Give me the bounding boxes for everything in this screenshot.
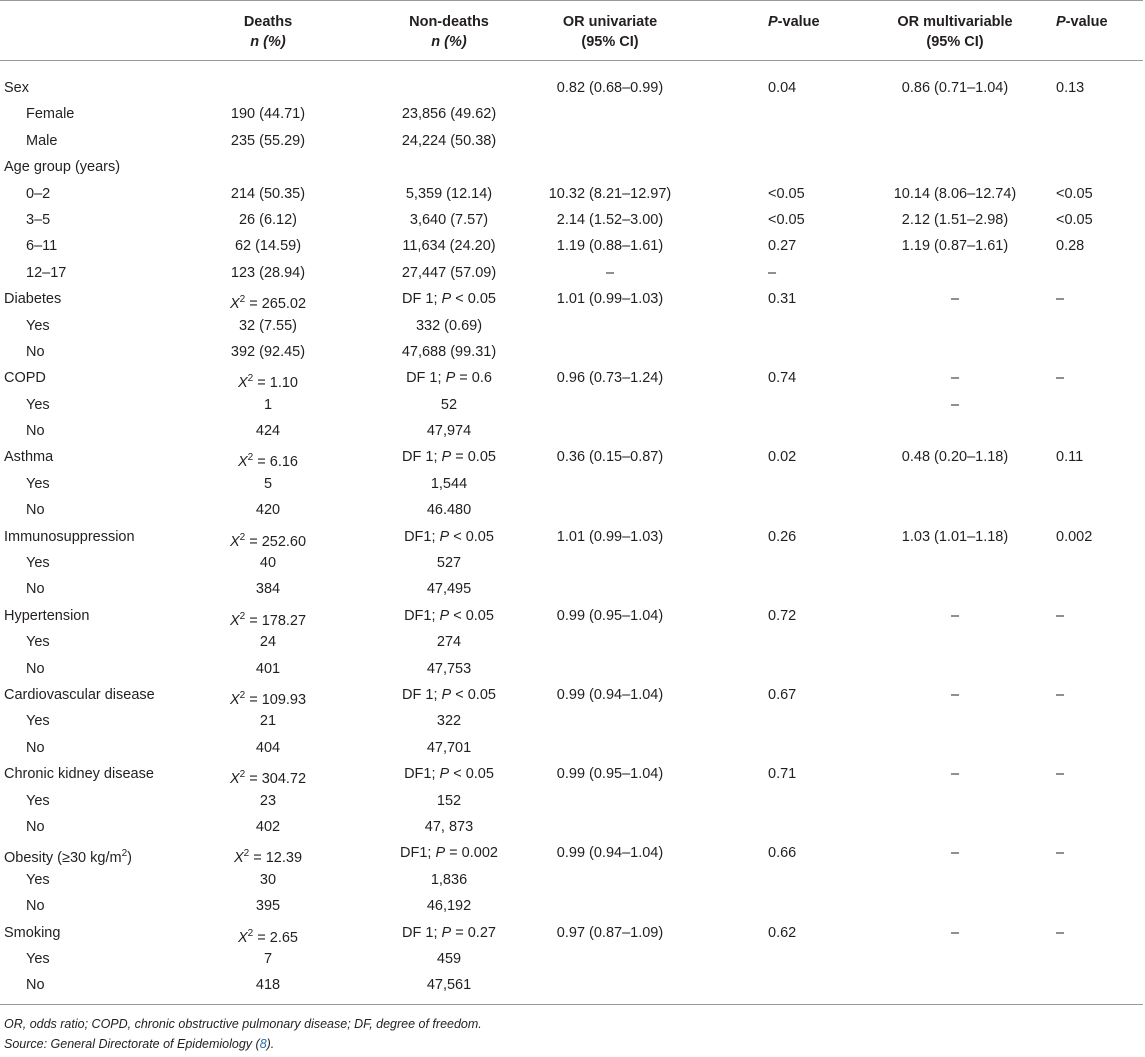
cell-nondeaths: 152	[436, 792, 462, 809]
cell-deaths: $X^2 = 252.60$	[229, 531, 307, 550]
cell-nondeaths: 459	[436, 950, 462, 967]
cell-p-value-multivariable: –	[1056, 291, 1065, 308]
cell-p-value-univariate: <0.05	[768, 185, 805, 202]
table-row	[0, 951, 1145, 977]
cell-deaths: 214 (50.35)	[230, 185, 306, 202]
cell-p-value-multivariable: –	[1056, 766, 1065, 783]
cell-or-univariate: 1.01 (0.99–1.03)	[556, 291, 664, 308]
table-row	[0, 212, 1145, 238]
cell-nondeaths: 527	[436, 555, 462, 572]
header-deaths	[168, 12, 368, 52]
table-row	[0, 133, 1145, 159]
cell-p-value-multivariable: –	[1056, 370, 1065, 387]
cell-or-univariate: 0.96 (0.73–1.24)	[556, 370, 664, 387]
cell-deaths: $X^2 = 12.39$	[233, 848, 303, 867]
cell-nondeaths: DF1; P = 0.002	[400, 845, 498, 862]
cell-p-value-multivariable: 0.28	[1056, 238, 1085, 255]
row-label: No	[26, 423, 45, 440]
cell-p-value-univariate: 0.66	[768, 845, 797, 862]
row-label: Chronic kidney disease	[4, 766, 154, 783]
row-label: No	[26, 977, 45, 994]
cell-deaths: 424	[255, 423, 281, 440]
table-row	[0, 608, 1145, 634]
row-label: No	[26, 502, 45, 519]
cell-or-univariate: 0.97 (0.87–1.09)	[556, 924, 664, 941]
cell-deaths: 401	[255, 660, 281, 677]
cell-p-value-multivariable: –	[1056, 686, 1065, 703]
cell-or-multivariable: –	[950, 766, 960, 783]
cell-p-value-multivariable: 0.11	[1056, 449, 1084, 466]
cell-nondeaths: 47,688 (99.31)	[401, 343, 497, 360]
cell-p-value-multivariable: –	[1056, 607, 1065, 624]
row-label: Diabetes	[4, 291, 62, 308]
cell-nondeaths: 3,640 (7.57)	[409, 211, 489, 228]
table-row	[0, 476, 1145, 502]
table-row	[0, 687, 1145, 713]
cell-nondeaths: DF 1; P = 0.27	[402, 924, 496, 941]
cell-deaths: $X^2 = 265.02$	[229, 294, 307, 312]
table-row	[0, 555, 1145, 581]
row-label: Yes	[26, 634, 50, 651]
header-bottom-rule	[0, 60, 1143, 61]
row-label: Male	[26, 132, 58, 149]
cell-nondeaths: 47,701	[426, 739, 472, 756]
cell-nondeaths: 52	[440, 396, 458, 413]
cell-p-value-univariate: 0.74	[768, 370, 797, 387]
table-row	[0, 872, 1145, 898]
cell-deaths: 418	[255, 977, 281, 994]
table-row	[0, 740, 1145, 766]
cell-or-univariate: 0.99 (0.94–1.04)	[556, 686, 664, 703]
cell-p-value-multivariable: 0.13	[1056, 80, 1085, 96]
cell-nondeaths: DF 1; P = 0.05	[402, 449, 496, 466]
table-row	[0, 423, 1145, 449]
cell-p-value-univariate: 0.71	[768, 766, 797, 783]
header-or-univariate-label: OR univariate	[562, 14, 658, 30]
cell-nondeaths: 47,753	[426, 660, 472, 677]
cell-nondeaths: 11,634 (24.20)	[402, 238, 496, 255]
cell-or-multivariable: 0.48 (0.20–1.18)	[901, 449, 1009, 466]
header-p-value-2-text: P-value	[1056, 14, 1108, 30]
cell-or-multivariable: –	[950, 396, 960, 413]
row-label: Yes	[26, 792, 50, 809]
cell-p-value-univariate: 0.02	[768, 449, 797, 466]
cell-or-multivariable: 2.12 (1.51–2.98)	[901, 211, 1009, 228]
header-nondeaths-unit-text: n (%)	[431, 34, 467, 50]
cell-deaths: 23	[259, 792, 277, 809]
cell-nondeaths: 47,561	[426, 977, 472, 994]
cell-deaths: 384	[255, 581, 281, 598]
cell-nondeaths: 332 (0.69)	[415, 317, 483, 334]
cell-deaths: 392 (92.45)	[230, 343, 306, 360]
table-row	[0, 502, 1145, 528]
cell-or-univariate: 1.19 (0.88–1.61)	[556, 238, 664, 255]
row-label: Yes	[26, 871, 50, 888]
cell-or-univariate: 2.14 (1.52–3.00)	[556, 211, 664, 228]
header-or-multivariable-ci: (95% CI)	[926, 34, 984, 50]
row-label: Yes	[26, 555, 50, 572]
header-p-value-1	[768, 12, 820, 32]
row-label: Yes	[26, 396, 50, 413]
cell-p-value-univariate: 0.72	[768, 607, 797, 624]
header-p-value-1-text: P-value	[768, 14, 820, 30]
cell-or-univariate: 1.01 (0.99–1.03)	[556, 528, 664, 545]
cell-nondeaths: 1,544	[430, 475, 468, 492]
cell-deaths: 62 (14.59)	[234, 238, 302, 255]
cell-nondeaths: 47,495	[426, 581, 472, 598]
cell-nondeaths: 27,447 (57.09)	[401, 264, 497, 281]
row-label: No	[26, 818, 45, 835]
table-row	[0, 80, 1145, 106]
cell-p-value-univariate: 0.04	[768, 80, 797, 96]
cell-nondeaths: 1,836	[430, 871, 468, 888]
row-label: 0–2	[26, 185, 51, 202]
cell-nondeaths: DF1; P < 0.05	[404, 766, 494, 783]
table-row	[0, 845, 1145, 871]
cell-deaths: 190 (44.71)	[230, 106, 306, 123]
row-label: Obesity (≥30 $kg/m^2$)	[4, 848, 132, 867]
cell-or-multivariable: –	[950, 607, 960, 624]
cell-nondeaths: 46,192	[426, 898, 472, 915]
row-label: No	[26, 581, 45, 598]
row-label: COPD	[4, 370, 46, 387]
table-row	[0, 898, 1145, 924]
cell-p-value-multivariable: <0.05	[1056, 211, 1093, 228]
cell-nondeaths: DF1; P < 0.05	[404, 607, 494, 624]
table-row	[0, 397, 1145, 423]
cell-nondeaths: DF1; P < 0.05	[404, 528, 494, 545]
table-row	[0, 159, 1145, 185]
cell-or-univariate: 0.99 (0.95–1.04)	[556, 766, 664, 783]
cell-nondeaths: 47, 873	[424, 818, 474, 835]
table-row	[0, 766, 1145, 792]
header-p-value-2	[1056, 12, 1108, 32]
cell-deaths: 123 (28.94)	[230, 264, 306, 281]
row-label: 12–17	[26, 264, 67, 281]
cell-deaths: $X^2 = 178.27$	[229, 610, 307, 629]
row-label: Asthma	[4, 449, 54, 466]
cell-or-univariate: 0.82 (0.68–0.99)	[556, 80, 664, 96]
cell-deaths: 26 (6.12)	[238, 211, 298, 228]
cell-p-value-multivariable: –	[1056, 845, 1065, 862]
table-body	[0, 80, 1145, 1004]
row-label: Female	[26, 106, 75, 123]
header-or-univariate-ci: (95% CI)	[581, 34, 639, 50]
header-or-multivariable	[855, 12, 1055, 52]
cell-deaths: 7	[263, 950, 273, 967]
table-row	[0, 265, 1145, 291]
cell-p-value-univariate: 0.67	[768, 686, 797, 703]
cell-or-multivariable: –	[950, 686, 960, 703]
cell-nondeaths: DF 1; P < 0.05	[402, 291, 496, 308]
cell-deaths: 420	[255, 502, 281, 519]
cell-nondeaths: DF 1; P = 0.6	[406, 370, 492, 387]
cell-nondeaths: 322	[436, 713, 462, 730]
table-row	[0, 581, 1145, 607]
table-row	[0, 449, 1145, 475]
cell-deaths: $X^2 = 1.10$	[238, 373, 298, 392]
cell-deaths: 30	[259, 871, 277, 888]
cell-or-multivariable: 0.86 (0.71–1.04)	[901, 80, 1009, 96]
cell-deaths: $X^2 = 2.65$	[238, 927, 298, 946]
row-label: Sex	[4, 80, 29, 96]
cell-or-multivariable: –	[950, 370, 960, 387]
cell-deaths: 24	[259, 634, 277, 651]
row-label: Hypertension	[4, 607, 90, 624]
table-top-rule	[0, 0, 1143, 1]
cell-or-multivariable: –	[950, 924, 960, 941]
table-row	[0, 977, 1145, 1003]
cell-or-multivariable: –	[950, 845, 960, 862]
table-row	[0, 238, 1145, 264]
row-label: No	[26, 343, 45, 360]
cell-nondeaths: 24,224 (50.38)	[401, 132, 497, 149]
cell-deaths: 5	[263, 475, 273, 492]
table-row	[0, 819, 1145, 845]
cell-p-value-multivariable: 0.002	[1056, 528, 1093, 545]
footnote-abbreviations: OR, odds ratio; COPD, chronic obstructive pulmonary disease; DF, degree of freedom.	[4, 1017, 482, 1031]
row-label: Yes	[26, 950, 50, 967]
cell-nondeaths: DF 1; P < 0.05	[402, 686, 496, 703]
table-row	[0, 713, 1145, 739]
row-label: Smoking	[4, 924, 61, 941]
cell-deaths: 21	[259, 713, 277, 730]
cell-deaths: 32 (7.55)	[238, 317, 298, 334]
cell-deaths: 1	[263, 396, 273, 413]
cell-deaths: $X^2 = 6.16$	[238, 452, 298, 471]
row-label: No	[26, 898, 45, 915]
row-label: Yes	[26, 475, 50, 492]
cell-nondeaths: 274	[436, 634, 462, 651]
cell-deaths: 402	[255, 818, 281, 835]
table-row	[0, 318, 1145, 344]
cell-or-multivariable: 1.03 (1.01–1.18)	[901, 528, 1009, 545]
header-or-multivariable-label: OR multivariable	[897, 14, 1013, 30]
table-row	[0, 344, 1145, 370]
cell-deaths: 40	[259, 555, 277, 572]
cell-deaths: 395	[255, 898, 281, 915]
cell-p-value-multivariable: <0.05	[1056, 185, 1093, 202]
cell-deaths: $X^2 = 109.93$	[229, 689, 307, 708]
table-row	[0, 661, 1145, 687]
cell-nondeaths: 5,359 (12.14)	[405, 185, 493, 202]
cell-deaths: $X^2 = 304.72$	[229, 769, 307, 787]
cell-nondeaths: 23,856 (49.62)	[401, 106, 497, 123]
cell-p-value-univariate: 0.26	[768, 528, 797, 545]
cell-p-value-univariate: 0.31	[768, 291, 797, 308]
cell-deaths: 235 (55.29)	[230, 132, 306, 149]
table-row	[0, 793, 1145, 819]
cell-or-multivariable: –	[950, 291, 960, 308]
cell-p-value-univariate: <0.05	[768, 211, 805, 228]
row-label: Age group (years)	[4, 159, 121, 176]
cell-or-univariate: 10.32 (8.21–12.97)	[548, 185, 672, 202]
cell-or-multivariable: 1.19 (0.87–1.61)	[901, 238, 1009, 255]
row-label: 3–5	[26, 211, 51, 228]
header-deaths-unit	[168, 32, 368, 52]
cell-nondeaths: 47,974	[426, 423, 472, 440]
row-label: Cardiovascular disease	[4, 686, 155, 703]
table-row	[0, 186, 1145, 212]
cell-p-value-univariate: 0.27	[768, 238, 797, 255]
cell-nondeaths: 46.480	[426, 502, 472, 519]
row-label: Immunosuppression	[4, 528, 135, 545]
header-nondeaths-label: Non-deaths	[409, 14, 489, 30]
table-row	[0, 291, 1145, 317]
cell-or-multivariable: 10.14 (8.06–12.74)	[893, 185, 1017, 202]
row-label: No	[26, 739, 45, 756]
table-row	[0, 529, 1145, 555]
footnote-source: Source: General Directorate of Epidemiology (8).	[4, 1037, 275, 1051]
header-or-univariate	[510, 12, 710, 52]
cell-or-univariate: 0.99 (0.95–1.04)	[556, 607, 664, 624]
cell-deaths: 404	[255, 739, 281, 756]
row-label: No	[26, 660, 45, 677]
table-row	[0, 370, 1145, 396]
cell-or-univariate: 0.36 (0.15–0.87)	[556, 449, 664, 466]
header-deaths-unit-text: n (%)	[250, 34, 286, 50]
cell-p-value-univariate: –	[768, 264, 777, 281]
row-label: 6–11	[26, 238, 58, 255]
row-label: Yes	[26, 317, 50, 334]
table-row	[0, 925, 1145, 951]
cell-p-value-univariate: 0.62	[768, 924, 797, 941]
table-row	[0, 634, 1145, 660]
header-deaths-label: Deaths	[243, 14, 293, 30]
cell-p-value-multivariable: –	[1056, 924, 1065, 941]
cell-or-univariate: –	[605, 264, 615, 281]
table-bottom-rule	[0, 1004, 1143, 1005]
cell-or-univariate: 0.99 (0.94–1.04)	[556, 845, 664, 862]
table-row	[0, 106, 1145, 132]
row-label: Yes	[26, 713, 50, 730]
